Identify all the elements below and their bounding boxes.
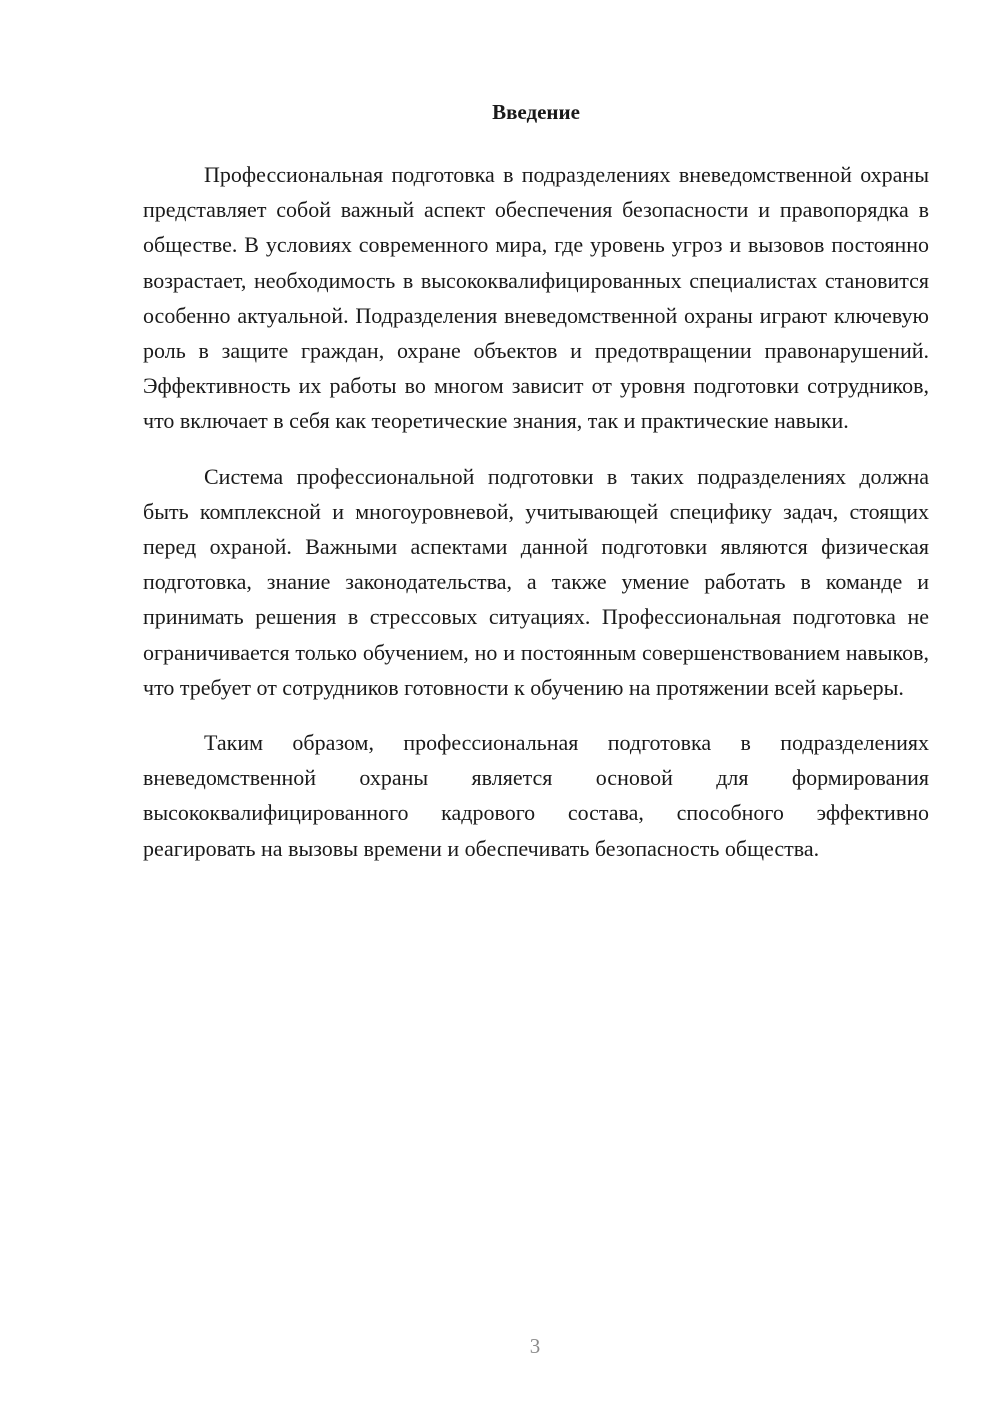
page-content (143, 97, 929, 866)
paragraph-conclusion: Таким образом, профессиональная подготовка в подразделениях вневедомственной охраны является основой для формирования высококвалифицированного кадрового состава, способного эффективно реагировать на вызовы времени и обеспечивать безопасность общества. (143, 730, 929, 861)
page-number: 3 (529, 1334, 541, 1358)
paragraph-system: Система профессиональной подготовки в таких подразделениях должна быть комплексной и многоуровневой, учитывающей специфику задач, стоящих перед охраной. Важными аспектами данной подготовки являются физическая подготовка, знание законодательства, а также умение работать в команде и принимать решения в стрессовых ситуациях. Профессиональная подготовка не ограничивается только обучением, но и постоянным совершенствованием навыков, что требует от сотрудников готовности к обучению на протяжении всей карьеры. (143, 463, 929, 700)
paragraph-intro: Профессиональная подготовка в подразделениях вневедомственной охраны представляет собой важный аспект обеспечения безопасности и правопорядка в обществе. В условиях современного мира, где уровень угроз и вызовов постоянно возрастает, необходимость в высококвалифицированных специалистах становится особенно актуальной. Подразделения вневедомственной охраны играют ключевую роль в защите граждан, охране объектов и предотвращении правонарушений. Эффективность их работы во многом зависит от уровня подготовки сотрудников, что включает в себя как теоретические знания, так и практические навыки. (143, 162, 929, 434)
section-title: Введение (492, 100, 580, 124)
